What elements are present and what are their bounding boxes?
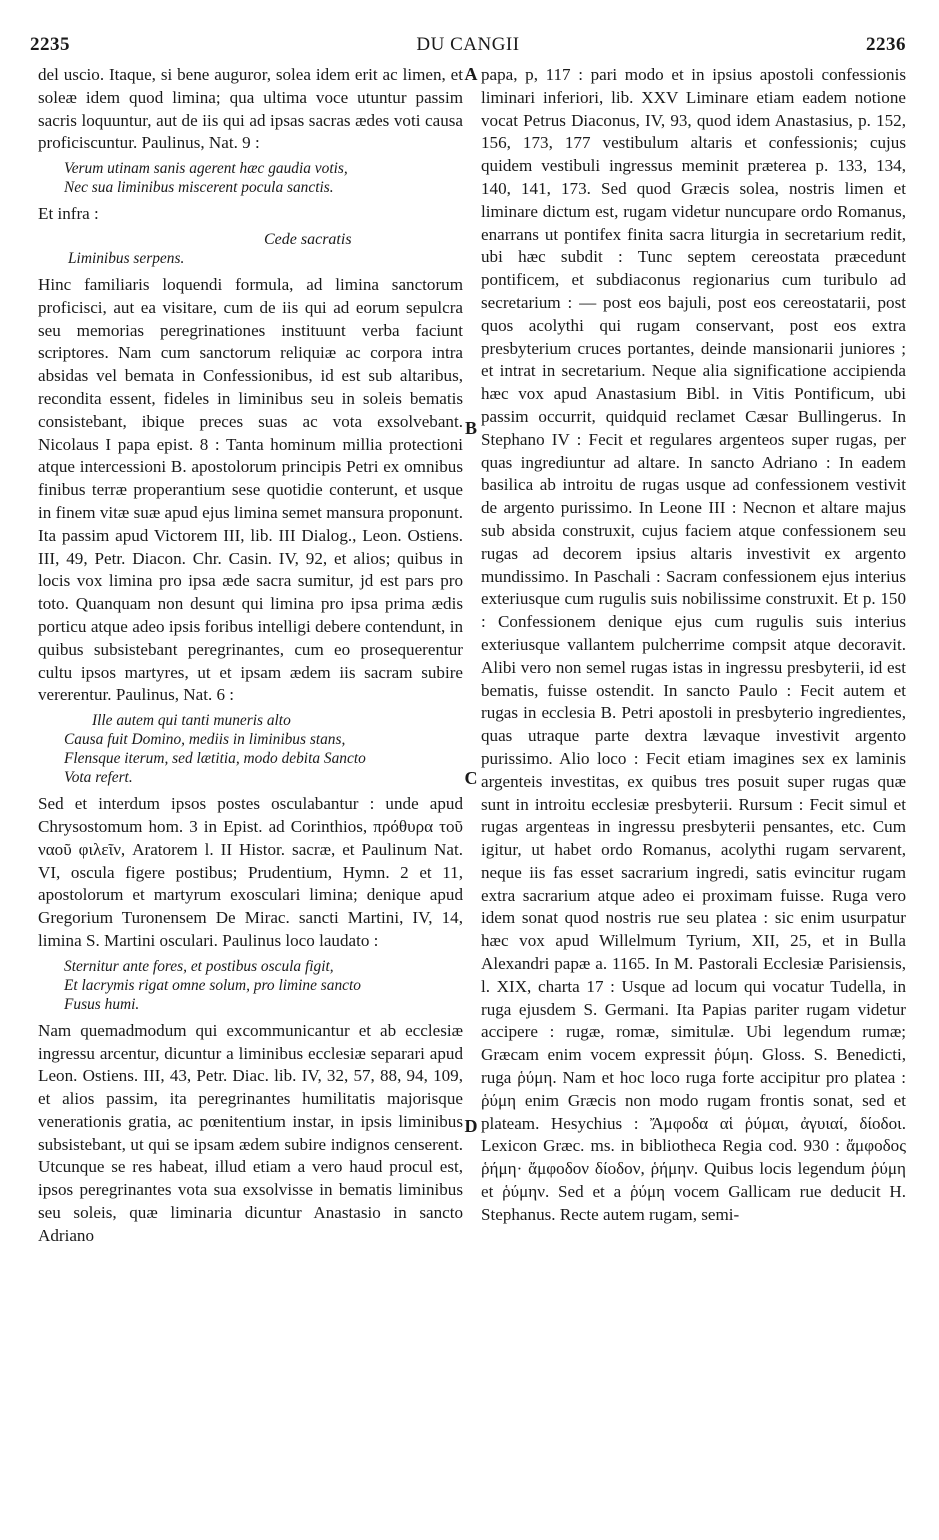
verse-line: Flensque iterum, sed lætitia, modo debita Sancto (64, 750, 366, 768)
paragraph: papa, p, 117 : pari modo et in ipsius apostoli confessionis liminari inferiori, lib. XXV Liminare etiam eadem notione vocat Petrus Diaconus, IV, 93, quod idem Anastasius, p. 152, 156, 173, 177 vestibulum altaris et confessionis; cujus quidem vestibuli ingressus meminit præterea p. 133, 134, 140, 141, 173. Sed quod Græcis solea, nostris limen et liminare dictum est, rugam videtur nuncupare ordo Romanus, enarrans ut pontifex finita sacra liturgia in secretarium redit, ubi hæc subdit : Tunc septem cereostata præcedunt pontificem, et subdiaconus regionarius cum turibulo ad secretarium : — post eos bajuli, post eos cereostatarii, post quos acolythi qui rugam conservant, post eos extra presbyterium cruces portantes, deinde mansionarii juniores ; et intrat in secretarium. Neque alia significatione accipienda hæc vox apud Anastasium Bibl. in Vitis Pontificum, ubi passim occurrit, quidquid reclamet Cæsar Bullingerus. In Stephano IV : Fecit et regulares argenteos super rugas, per quas ingrediuntur ad altare. In sancto Adriano : In eadem basilica ab introitu de rugas usque ad confessionem vestivit de argento purissimo. In Leone III : Necnon et altare majus sub absida construxit, cujus faciem atque confessionem seu rugas ad decorem ipsius altaris investivit ex argento mundissimo. In Paschali : Sacram confessionem ejus interius exteriusque cum rugulis suis nobilissime construxit. Et p. 150 : Confessionem denique ejus cum rugulis suis interius exteriusque vallantem pulcherrime compsit atque decoravit. Alibi vero non semel rugas istas in ingressu presbyterii, id est bematis, fuisse ostendit. In sancto Paulo : Fecit autem et rugas in ecclesia B. Petri apostoli in presbyterio ingredientes, quas utraque parte dextra lævaque investivit argento purissimo. Alio loco : Fecit etiam imagines sex ex laminis argenteis investitas, ex quibus tres posuit super rugas quæ sunt in introitu ecclesiæ presbyterii. Rursum : Fecit simul et rugas argenteas in ingressu presbyterii pensantes, etc. Cum igitur, ut habet ordo Romanus, acolythi rugam servarent, neque iis fas esset sacrarium ingredi, satis evincitur rugam extra sacrarium atque adeo ei proximam fuisse. Ruga vero idem sonat quod nostris rue seu platea : sic enim usurpatur hæc vox apud Willelmum Tyrium, XII, 25, et in Bulla Alexandri papæ a. 1165. In M. Pastorali Ecclesiæ Parisiensis, l. XIX, charta 17 : Usque ad locum qui vocatur Tudella, in ruga ejusdem S. Germani. Ita Papias pariter rugam videtur accipere : rugæ, romæ, simitulæ. Ubi legendum rumæ; Græcam enim vocem expressit ῥύμη. Gloss. S. Benedicti, ruga ῥύμη. Nam et hoc loco ruga forte accipitur pro platea : ῥύμη enim Græcis non modo rugam frontis sonat, sed et plateam. Hesychius : Ἄμφοδα αἱ ῥύμαι, ἀγυιαί, δίοδοι. Lexicon Græc. ms. in bibliotheca Regia cod. 930 : ἄμφοδος ῥήμη· ἄμφοδον δίοδον, ῥήμην. Quibus locis legendum ῥύμη et ῥύμην. Sed et a ῥύμη vocem Gallicam rue deducit H. Stephanus. Recte autem rugam, semi- (481, 65, 906, 1224)
running-title: DU CANGII (416, 34, 520, 55)
paragraph: Hinc familiaris loquendi formula, ad limina sanctorum proficisci, aut ea visitare, cum de iis qui ad eorum sepulcra seu memorias peregrinationes instituunt verba faciunt scriptores. Nam cum sanctorum reliquiæ ac corpora intra absidas vel bemata in Confessionibus, id est sub altaribus, recondita essent, fideles in liminibus seu in soleis bematis consistebant, ibique preces suas ac vota exsolvebant. Nicolaus I papa epist. 8 : Tanta hominum millia protectioni atque intercessioni B. apostolorum principis Petri ex omnibus finibus terræ properantium sese quotidie conterunt, et usque in finem vitæ suæ apud ejus limina semet mansura proponunt. Ita passim apud Victorem III, lib. III Dialog., Leon. Ostiens. III, 49, Petr. Diacon. Chr. Casin. IV, 92, et alios; quibus in locis vox limina pro ipsa æde sacra sumitur, jd est pars pro toto. Quanquam non desunt qui limina pro ipsa prima ædis porticu atque adeo ipsis foribus intelligi debere contendunt, in quibus subsistebant peregrinantes, cum eo prosequerentur cultu ipsos martyres, ut et ipsam ædem iis sacram subire vererentur. Paulinus, Nat. 6 : (38, 274, 463, 705)
verse-line: Ille autem qui tanti muneris alto (92, 712, 291, 730)
verse-quote (64, 230, 463, 268)
left-page-number: 2235 (30, 34, 70, 55)
margin-marker-a: A (464, 64, 478, 84)
verse-line: Vota refert. (64, 769, 133, 787)
verse-line: Fusus humi. (64, 995, 140, 1013)
left-column (38, 64, 463, 1248)
verse-line: Liminibus serpens. (68, 249, 185, 267)
margin-marker-d: D (464, 1116, 478, 1136)
paragraph: Nam quemadmodum qui excommunicantur et ab ecclesiæ ingressu arcentur, dicuntur a liminibus ecclesiæ separari apud Leon. Ostiens. III, 43, Petr. Diac. lib. IV, 32, 57, 88, 94, 109, et alios passim, ita peregrinantes humilitatis majorisque venerationis gratia, ac pœnitentium instar, in ipsis liminibus subsistebant, ut qui se ipsam ædem subire indignos censerent. Utcunque se res habeat, illud etiam a vero haud procul est, ipsos peregrinantes vota sua exsolvisse in bematis liminibus seu soleis, quæ liminaria dicuntur Anastasio in sancto Adriano (38, 1020, 463, 1245)
right-column (481, 64, 906, 1227)
page-header (30, 34, 906, 60)
verse-line: Cede sacratis (264, 230, 352, 248)
verse-quote (64, 711, 463, 787)
verse-line: Verum utinam sanis agerent hæc gaudia votis, (64, 160, 348, 178)
paragraph: Et infra : (38, 204, 99, 224)
paragraph: Sed et interdum ipsos postes osculabantur : unde apud Chrysostomum hom. 3 in Epist. ad Corinthios, πρόθυρα τοῦ ναοῦ φιλεῖν, Aratorem l. II Histor. sacræ, et Paulinum Nat. VI, oscula figere postibus; Prudentium, Hymn. 2 et 11, apostolorum et martyrum exosculari limina; denique apud Gregorium Turonensem De Mirac. sancti Martini, IV, 14, limina S. Martini osculari. Paulinus loco laudato : (38, 794, 463, 950)
margin-marker-b: B (464, 418, 477, 438)
verse-line: Causa fuit Domino, mediis in liminibus stans, (64, 731, 346, 749)
verse-quote (64, 159, 463, 197)
verse-quote (64, 957, 463, 1014)
verse-line: Et lacrymis rigat omne solum, pro limine sancto (64, 976, 361, 994)
verse-line: Nec sua liminibus miscerent pocula sanctis. (64, 179, 334, 197)
right-page-number: 2236 (866, 34, 906, 55)
verse-line: Sternitur ante fores, et postibus oscula figit, (64, 957, 334, 975)
margin-marker-c: C (464, 768, 478, 788)
paragraph: del uscio. Itaque, si bene auguror, solea idem erit ac limen, et soleæ idem quod limina; qua ultima voce utuntur passim sacris loquuntur, aut de iis qui ad ipsas sacras ædes voti causa proficiscuntur. Paulinus, Nat. 9 : (38, 65, 463, 153)
